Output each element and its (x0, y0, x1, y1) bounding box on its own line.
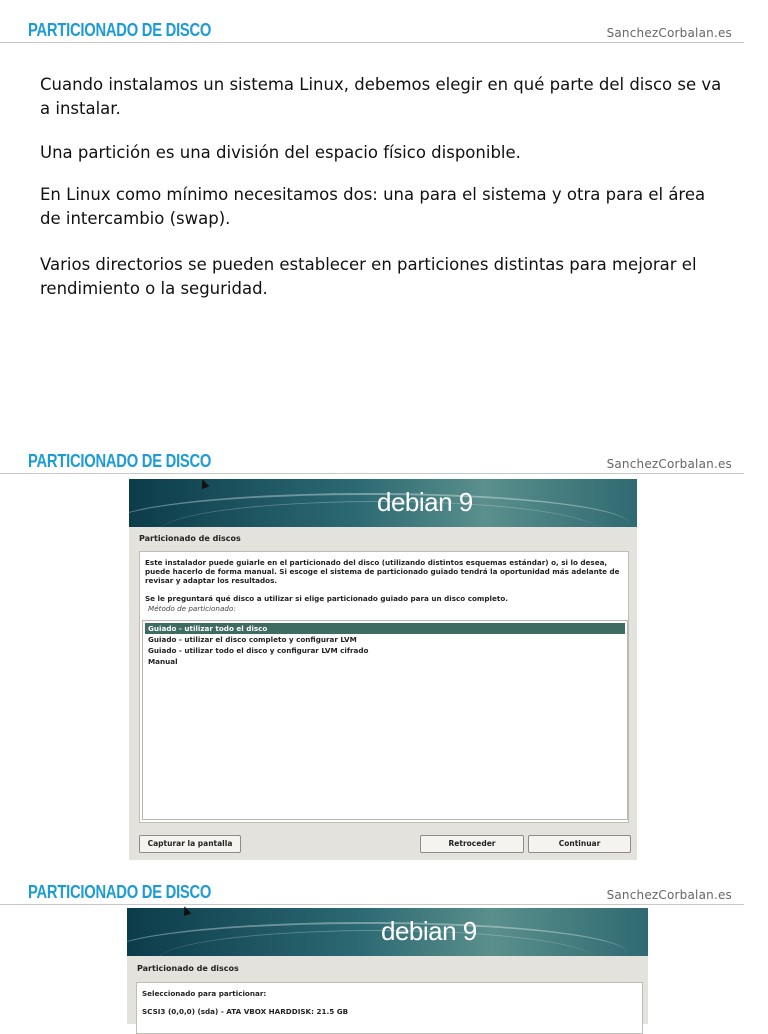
slide-title: PARTICIONADO DE DISCO (28, 882, 212, 902)
installer-window (127, 908, 648, 1024)
installer-content-panel (139, 551, 629, 823)
installer-heading: Particionado de discos (139, 534, 241, 543)
installer-question-text: Se le preguntará qué disco a utilizar si elige particionado guiado para un disco completo. (145, 594, 508, 603)
option-guided-entire-disk[interactable]: Guiado - utilizar todo el disco (145, 623, 625, 634)
selected-disk-value: SCSI3 (0,0,0) (sda) - ATA VBOX HARDDISK: 21.5 GB (142, 1007, 349, 1016)
option-guided-encrypted-lvm[interactable]: Guiado - utilizar todo el disco y configurar LVM cifrado (148, 646, 369, 655)
debian-logo: debian 9 (377, 487, 473, 517)
debian-logo: debian 9 (381, 916, 477, 946)
selected-disk-label: Seleccionado para particionar: (142, 989, 267, 998)
installer-heading: Particionado de discos (137, 964, 239, 973)
site-name: SanchezCorbalan.es (606, 26, 732, 40)
installer-banner (127, 908, 648, 956)
screenshot-button[interactable]: Capturar la pantalla (139, 835, 241, 853)
paragraph-minimum-partitions: En Linux como mínimo necesitamos dos: una para el sistema y otra para el área de intercambio (swap). (40, 185, 706, 228)
back-button[interactable]: Retroceder (420, 835, 524, 853)
slide-header (0, 451, 744, 474)
installer-intro-text: Este instalador puede guiarle en el particionado del disco (utilizando distintos esquemas estándar) o, si lo desea, puede hacerlo de forma manual. Si escoge el sistema de particionado guiado tendrá la oportunidad más adelante de revisar y adaptar los resultados. (145, 558, 620, 585)
partition-method-list (142, 620, 628, 820)
option-guided-lvm[interactable]: Guiado - utilizar el disco completo y configurar LVM (148, 635, 357, 644)
installer-window (129, 479, 637, 860)
site-name: SanchezCorbalan.es (606, 457, 732, 471)
installer-content-panel (136, 982, 643, 1034)
option-manual[interactable]: Manual (148, 657, 178, 666)
paragraph-partition-definition: Una partición es una división del espacio físico disponible. (40, 143, 521, 162)
slide-title: PARTICIONADO DE DISCO (28, 20, 212, 40)
method-label: Método de particionado: (148, 604, 236, 613)
paragraph-install-location: Cuando instalamos un sistema Linux, debemos elegir en qué parte del disco se va a instalar. (40, 75, 722, 118)
slide-title: PARTICIONADO DE DISCO (28, 451, 212, 471)
slide-header (0, 882, 744, 905)
paragraph-directories: Varios directorios se pueden establecer en particiones distintas para mejorar el rendimiento o la seguridad. (40, 255, 697, 298)
site-name: SanchezCorbalan.es (606, 888, 732, 902)
continue-button[interactable]: Continuar (528, 835, 631, 853)
slide-header (0, 20, 744, 43)
